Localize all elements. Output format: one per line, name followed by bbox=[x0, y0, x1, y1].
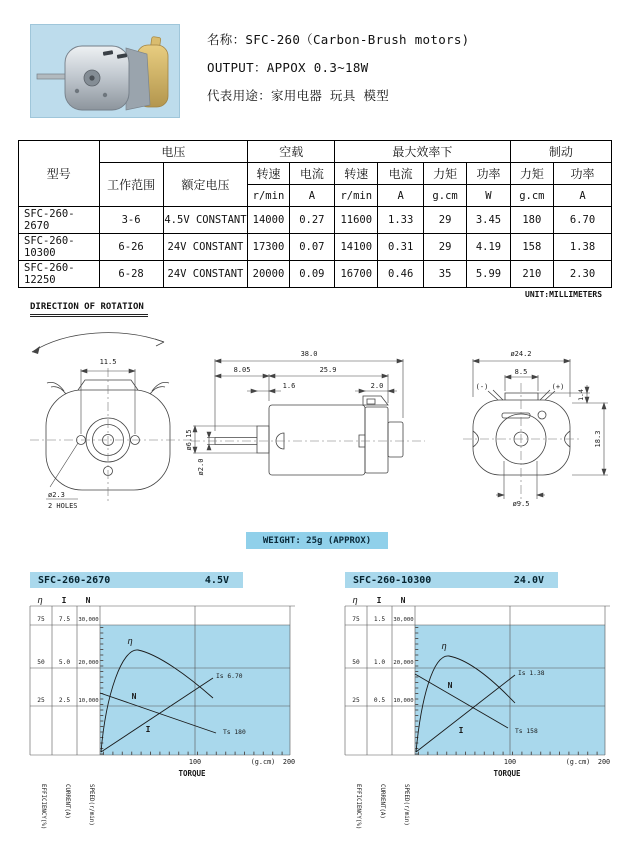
chart-plot bbox=[345, 594, 630, 830]
cell-nl-current: 0.09 bbox=[289, 261, 334, 288]
col-me-power: 功率 bbox=[467, 163, 510, 185]
current-axis-symbol: I bbox=[376, 596, 382, 605]
current-tick: 1.5 bbox=[373, 616, 386, 623]
x-unit-label: (g.cm) bbox=[250, 758, 276, 766]
speed-tick: 10,000 bbox=[78, 698, 99, 704]
current-tick: 2.5 bbox=[58, 697, 71, 704]
unit-nl-speed: r/min bbox=[248, 185, 289, 207]
cell-model: SFC-260-10300 bbox=[19, 234, 100, 261]
table-header-groups bbox=[19, 141, 612, 163]
table-row bbox=[19, 207, 612, 234]
cell-nl-current: 0.27 bbox=[289, 207, 334, 234]
current-tick: 1.0 bbox=[373, 659, 386, 666]
stall-torque-annotation: Ts 158 bbox=[515, 728, 538, 735]
col-nl-current: 电流 bbox=[289, 163, 334, 185]
stall-torque-annotation: Ts 180 bbox=[223, 729, 246, 736]
group-no-load: 空载 bbox=[248, 141, 335, 163]
cell-range: 6-28 bbox=[99, 261, 163, 288]
x-tick-200: 200 bbox=[282, 758, 296, 766]
dim-side-collar: ø6.15 bbox=[185, 429, 193, 451]
cell-me-speed: 11600 bbox=[335, 207, 378, 234]
group-stall: 制动 bbox=[510, 141, 611, 163]
cell-me-current: 0.31 bbox=[378, 234, 423, 261]
col-st-torque: 力矩 bbox=[510, 163, 553, 185]
side-view-drawing bbox=[185, 343, 430, 505]
chart-title-bar bbox=[345, 572, 558, 588]
product-photo-box bbox=[30, 24, 180, 118]
speed-tick: 30,000 bbox=[78, 617, 99, 623]
eta-axis-symbol: η bbox=[352, 596, 358, 606]
chart-voltage-label: 4.5V bbox=[204, 574, 229, 586]
eta-tick: 50 bbox=[37, 659, 45, 666]
speed-axis-title: SPEED(r/min) bbox=[88, 784, 94, 826]
col-model: 型号 bbox=[19, 141, 100, 207]
direction-of-rotation-label: DIRECTION OF ROTATION bbox=[30, 302, 148, 317]
dim-rear-tab: 8.5 bbox=[514, 368, 528, 376]
current-tick: 7.5 bbox=[58, 616, 71, 623]
table-row bbox=[19, 261, 612, 288]
cell-st-torque: 210 bbox=[510, 261, 553, 288]
x-tick-100: 100 bbox=[188, 758, 202, 766]
dim-side-shaft: 8.05 bbox=[233, 366, 251, 374]
speed-axis-symbol: N bbox=[400, 596, 406, 605]
chart-title-bar bbox=[30, 572, 243, 588]
eta-axis-symbol: η bbox=[37, 596, 43, 606]
cell-range: 3-6 bbox=[99, 207, 163, 234]
cell-st-torque: 180 bbox=[510, 207, 553, 234]
cell-nl-current: 0.07 bbox=[289, 234, 334, 261]
dim-rear-height: 18.3 bbox=[594, 430, 602, 448]
product-name-line: 名称：SFC-260（Carbon-Brush motors) bbox=[207, 32, 470, 47]
unit-label: UNIT:MILLIMETERS bbox=[525, 290, 603, 299]
col-working-range: 工作范围 bbox=[99, 163, 163, 207]
unit-nl-current: A bbox=[289, 185, 334, 207]
col-st-power: 功率 bbox=[554, 163, 612, 185]
cell-nl-speed: 17300 bbox=[248, 234, 289, 261]
col-me-torque: 力矩 bbox=[423, 163, 466, 185]
current-curve-label: I bbox=[145, 725, 151, 734]
dim-front-hole: ø2.3 bbox=[48, 491, 65, 499]
dim-side-cap: 2.0 bbox=[370, 382, 384, 390]
eta-tick: 25 bbox=[37, 697, 45, 704]
efficiency-curve-label: η bbox=[441, 642, 447, 652]
group-max-eff: 最大效率下 bbox=[335, 141, 511, 163]
x-unit-label: (g.cm) bbox=[565, 758, 591, 766]
table-row bbox=[19, 234, 612, 261]
weight-badge: WEIGHT: 25g (APPROX) bbox=[246, 532, 388, 549]
efficiency-axis-title: EFFICIENCY(%) bbox=[355, 784, 361, 830]
performance-chart-sfc-260-2670 bbox=[30, 572, 315, 830]
dim-front-holes-note: 2 HOLES bbox=[48, 502, 78, 510]
col-me-speed: 转速 bbox=[335, 163, 378, 185]
rear-view-drawing bbox=[438, 343, 620, 515]
speed-tick: 20,000 bbox=[78, 660, 99, 666]
col-nl-speed: 转速 bbox=[248, 163, 289, 185]
eta-tick: 50 bbox=[352, 659, 360, 666]
product-output-line: OUTPUT：APPOX 0.3~18W bbox=[207, 60, 369, 75]
efficiency-axis-title: EFFICIENCY(%) bbox=[40, 784, 46, 830]
cell-me-power: 4.19 bbox=[467, 234, 510, 261]
cell-me-power: 5.99 bbox=[467, 261, 510, 288]
chart-model-label: SFC-260-10300 bbox=[353, 574, 432, 586]
cell-st-current: 2.30 bbox=[554, 261, 612, 288]
speed-tick: 10,000 bbox=[393, 698, 414, 704]
current-axis-symbol: I bbox=[61, 596, 67, 605]
dim-rear-dia: ø24.2 bbox=[510, 350, 532, 358]
product-usage-line: 代表用途：家用电器 玩具 模型 bbox=[207, 88, 390, 103]
stall-current-annotation: Is 1.38 bbox=[518, 670, 545, 677]
unit-me-speed: r/min bbox=[335, 185, 378, 207]
cell-me-torque: 29 bbox=[423, 234, 466, 261]
cell-me-current: 0.46 bbox=[378, 261, 423, 288]
motor-photo bbox=[31, 25, 177, 115]
speed-tick: 30,000 bbox=[393, 617, 414, 623]
cell-model: SFC-260-12250 bbox=[19, 261, 100, 288]
cell-st-current: 1.38 bbox=[554, 234, 612, 261]
dim-side-shaft-dia: ø2.0 bbox=[197, 458, 205, 476]
col-me-current: 电流 bbox=[378, 163, 423, 185]
chart-plot bbox=[30, 594, 315, 830]
speed-axis-title: SPEED(r/min) bbox=[403, 784, 409, 826]
front-view-drawing bbox=[26, 350, 196, 515]
cell-me-speed: 14100 bbox=[335, 234, 378, 261]
cell-nl-speed: 20000 bbox=[248, 261, 289, 288]
cell-me-torque: 35 bbox=[423, 261, 466, 288]
unit-me-power: W bbox=[467, 185, 510, 207]
cell-me-speed: 16700 bbox=[335, 261, 378, 288]
current-axis-title: CURRENT(A) bbox=[64, 784, 70, 819]
dim-side-total: 38.0 bbox=[300, 350, 318, 358]
stall-current-annotation: Is 6.70 bbox=[216, 673, 243, 680]
col-rated-voltage: 额定电压 bbox=[163, 163, 248, 207]
unit-me-torque: g.cm bbox=[423, 185, 466, 207]
current-tick: 0.5 bbox=[373, 697, 386, 704]
cell-rated: 24V CONSTANT bbox=[163, 261, 248, 288]
unit-me-current: A bbox=[378, 185, 423, 207]
x-axis-title: TORQUE bbox=[178, 769, 206, 778]
cell-rated: 24V CONSTANT bbox=[163, 234, 248, 261]
eta-tick: 75 bbox=[352, 616, 360, 623]
spec-table bbox=[18, 140, 612, 288]
chart-model-label: SFC-260-2670 bbox=[38, 574, 111, 586]
dim-front-width: 11.5 bbox=[99, 358, 117, 366]
efficiency-curve-label: η bbox=[127, 637, 133, 647]
speed-tick: 20,000 bbox=[393, 660, 414, 666]
unit-st-torque: g.cm bbox=[510, 185, 553, 207]
performance-chart-sfc-260-10300 bbox=[345, 572, 630, 830]
speed-curve-label: N bbox=[447, 681, 453, 690]
cell-me-power: 3.45 bbox=[467, 207, 510, 234]
speed-curve-label: N bbox=[131, 692, 137, 701]
dim-rear-small: 1.4 bbox=[577, 389, 585, 401]
terminal-positive-label: (+) bbox=[551, 383, 565, 391]
dim-side-body: 25.9 bbox=[319, 366, 337, 374]
current-tick: 5.0 bbox=[58, 659, 71, 666]
cell-model: SFC-260-2670 bbox=[19, 207, 100, 234]
cell-st-torque: 158 bbox=[510, 234, 553, 261]
table-header-subs bbox=[19, 163, 612, 185]
cell-nl-speed: 14000 bbox=[248, 207, 289, 234]
x-tick-200: 200 bbox=[597, 758, 611, 766]
x-axis-title: TORQUE bbox=[493, 769, 521, 778]
dim-rear-boss: ø9.5 bbox=[512, 500, 530, 508]
dim-side-step: 1.6 bbox=[282, 382, 296, 390]
current-axis-title: CURRENT(A) bbox=[379, 784, 385, 819]
cell-range: 6-26 bbox=[99, 234, 163, 261]
group-voltage: 电压 bbox=[99, 141, 248, 163]
eta-tick: 25 bbox=[352, 697, 360, 704]
current-curve-label: I bbox=[458, 726, 464, 735]
speed-axis-symbol: N bbox=[85, 596, 91, 605]
cell-rated: 4.5V CONSTANT bbox=[163, 207, 248, 234]
cell-me-torque: 29 bbox=[423, 207, 466, 234]
terminal-negative-label: (-) bbox=[475, 383, 489, 391]
product-description bbox=[207, 30, 470, 114]
eta-tick: 75 bbox=[37, 616, 45, 623]
x-tick-100: 100 bbox=[503, 758, 517, 766]
cell-st-current: 6.70 bbox=[554, 207, 612, 234]
chart-voltage-label: 24.0V bbox=[513, 574, 544, 586]
cell-me-current: 1.33 bbox=[378, 207, 423, 234]
unit-st-current: A bbox=[554, 185, 612, 207]
